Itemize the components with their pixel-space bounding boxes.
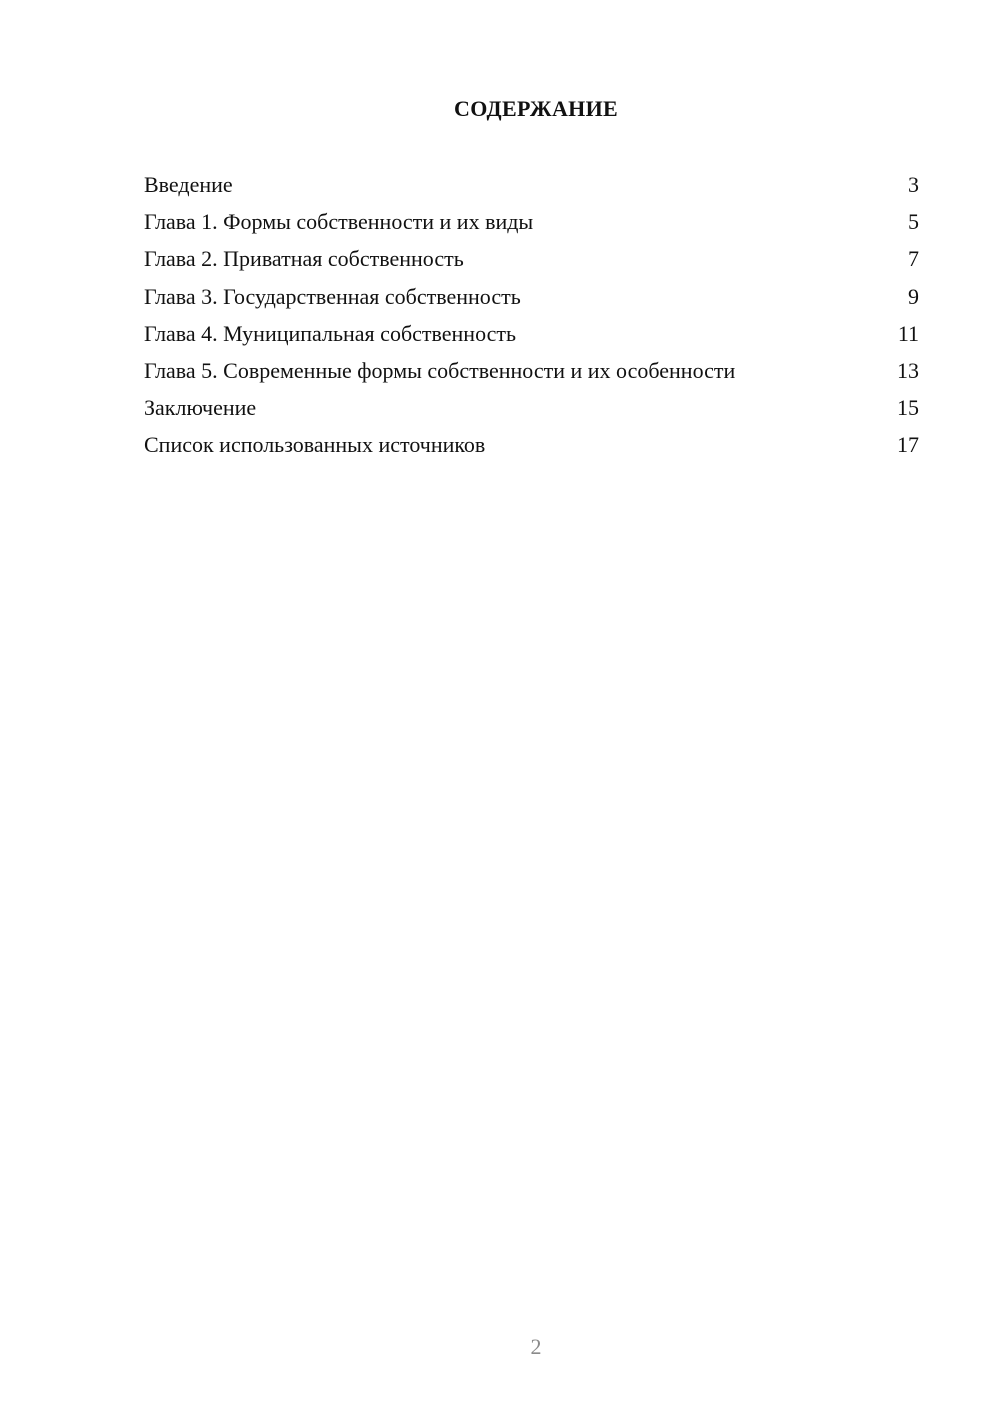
- toc-entry-label: Введение: [144, 172, 233, 197]
- toc-entry-page: 13: [897, 357, 919, 383]
- toc-entry: [144, 430, 919, 467]
- toc-entry-page: 7: [908, 246, 919, 272]
- toc-entry-page: 11: [897, 320, 919, 346]
- toc-entry-page: 15: [897, 395, 919, 421]
- toc-entry-page: 9: [908, 283, 919, 309]
- toc-entry: [144, 244, 919, 281]
- toc-entry: [144, 356, 919, 393]
- toc-entry-label: Список использованных источников: [144, 432, 486, 458]
- page-title: СОДЕРЖАНИЕ: [454, 96, 618, 121]
- toc-entry-page: 17: [897, 432, 919, 458]
- page-number: 2: [530, 1334, 542, 1359]
- toc-entry-label: Глава 1. Формы собственности и их виды: [144, 209, 534, 235]
- toc-entry: [144, 319, 919, 356]
- table-of-contents: [144, 170, 919, 468]
- toc-entry-page: 5: [908, 209, 919, 235]
- toc-entry: [144, 282, 919, 319]
- toc-entry-label: Глава 3. Государственная собственность: [144, 283, 521, 309]
- toc-entry-label: Глава 2. Приватная собственность: [144, 246, 464, 272]
- toc-entry-label: Заключение: [144, 395, 257, 421]
- toc-entry-label: Глава 5. Современные формы собственности и их особенности: [144, 357, 736, 383]
- toc-entry-label: Глава 4. Муниципальная собственность: [144, 320, 517, 346]
- toc-entry: [144, 393, 919, 430]
- toc-entry: [144, 170, 919, 207]
- toc-entry-page: 3: [908, 172, 919, 197]
- toc-entry: [144, 207, 919, 244]
